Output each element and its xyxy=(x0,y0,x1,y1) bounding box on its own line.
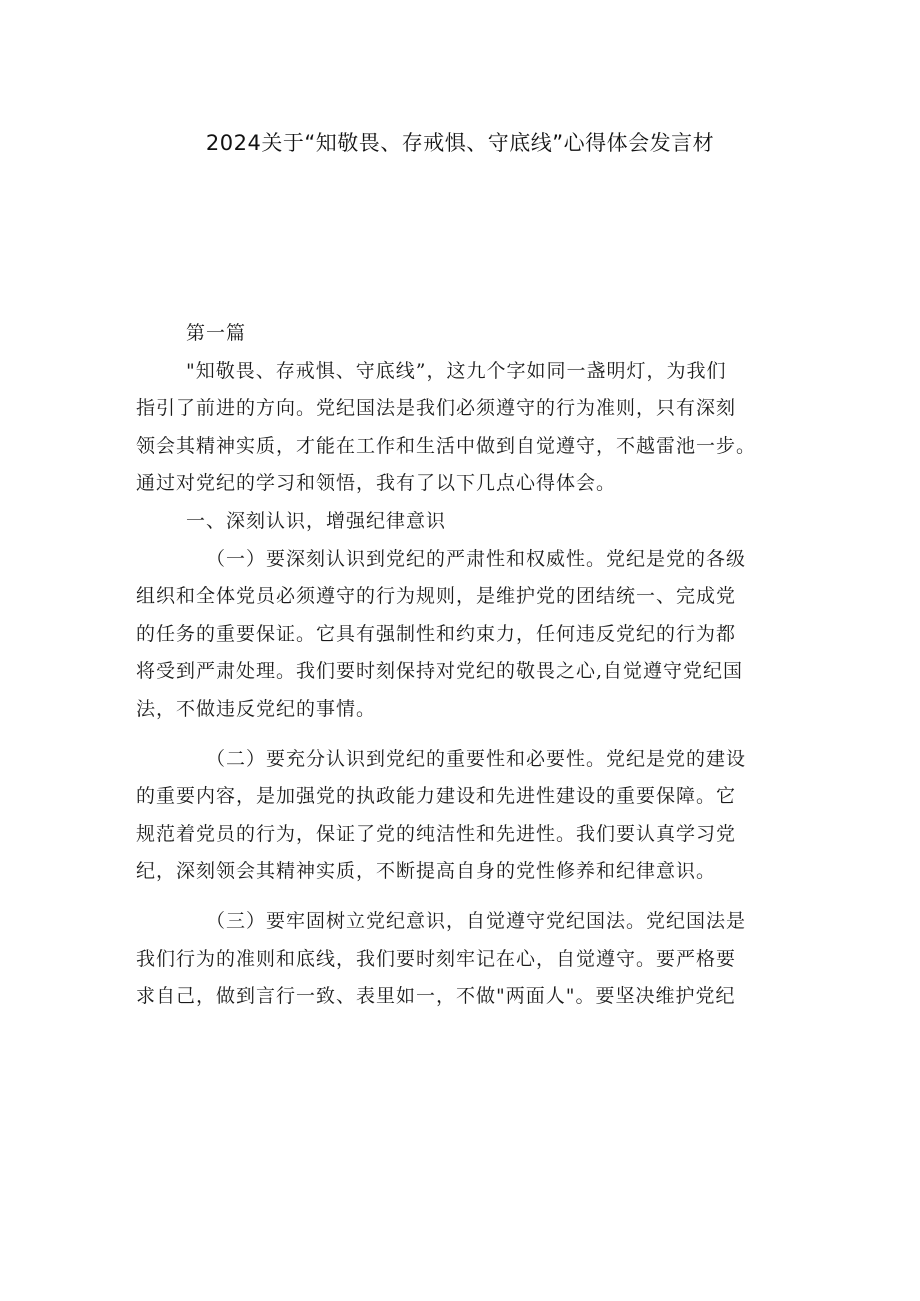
paragraph-line: 我们行为的准则和底线，我们要时刻牢记在心，自觉遵守。要严格要 xyxy=(136,947,737,970)
paragraph-line: 法，不做违反党纪的事情。 xyxy=(136,697,377,720)
paragraph-line: 纪，深刻领会其精神实质，不断提高自身的党性修养和纪律意识。 xyxy=(136,860,717,883)
part-label: 第一篇 xyxy=(186,322,247,344)
document-title: 2024关于“知敬畏、存戒惧、守底线”心得体会发言材 xyxy=(205,131,715,155)
paragraph-line: 的任务的重要保证。它具有强制性和约束力，任何违反党纪的行为都 xyxy=(136,622,737,645)
paragraph-line: 求自己，做到言行一致、表里如一，不做"两面人"。要坚决维护党纪 xyxy=(136,985,736,1008)
intro-line: 指引了前进的方向。党纪国法是我们必须遵守的行为准则，只有深刻 xyxy=(136,397,737,420)
paragraph-line: 将受到严肃处理。我们要时刻保持对党纪的敬畏之心,自觉遵守党纪国 xyxy=(136,660,744,683)
paragraph-line: （二）要充分认识到党纪的重要性和必要性。党纪是党的建设 xyxy=(206,747,747,770)
paragraph-line: 规范着党员的行为，保证了党的纯洁性和先进性。我们要认真学习党 xyxy=(136,822,737,845)
paragraph-line: （一）要深刻认识到党纪的严肃性和权威性。党纪是党的各级 xyxy=(206,547,747,570)
intro-line: "知敬畏、存戒惧、守底线”，这九个字如同一盏明灯，为我们 xyxy=(186,359,727,382)
paragraph-line: 组织和全体党员必须遵守的行为规则，是维护党的团结统一、完成党 xyxy=(136,585,737,608)
paragraph-line: 的重要内容，是加强党的执政能力建设和先进性建设的重要保障。它 xyxy=(136,785,737,808)
intro-line: 通过对党纪的学习和领悟，我有了以下几点心得体会。 xyxy=(136,472,617,495)
section-heading: 一、深刻认识，增强纪律意识 xyxy=(186,509,447,532)
paragraph-line: （三）要牢固树立党纪意识，自觉遵守党纪国法。党纪国法是 xyxy=(206,909,747,932)
intro-line: 领会其精神实质，才能在工作和生活中做到自觉遵守，不越雷池一步。 xyxy=(136,434,757,457)
document-body xyxy=(136,315,796,1016)
